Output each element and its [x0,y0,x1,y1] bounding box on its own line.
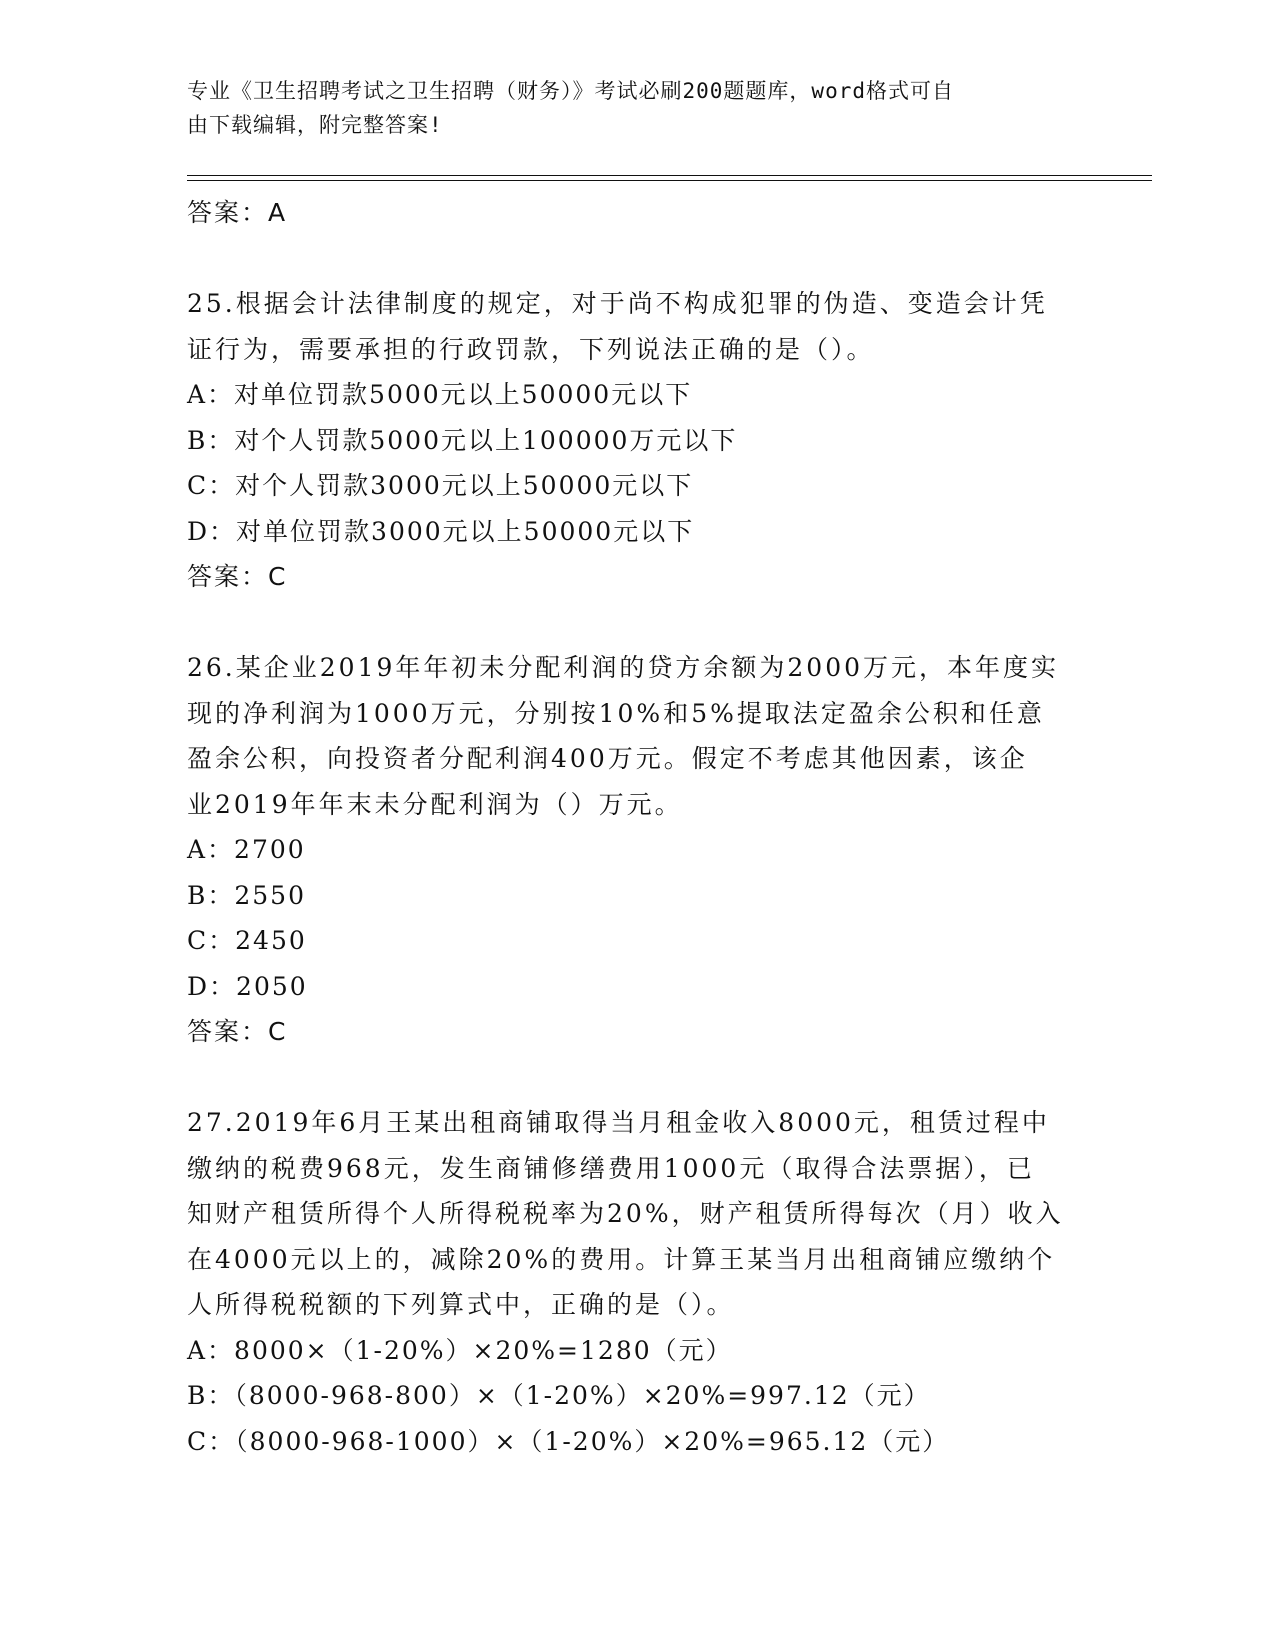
question-stem [187,645,1117,827]
stem-line: 在4000元以上的，减除20%的费用。计算王某当月出租商铺应缴纳个 [187,1244,1056,1274]
answer: 答案：C [187,1017,288,1046]
option-d: D：对单位罚款3000元以上50000元以下 [187,516,695,546]
question-27 [187,1100,1117,1464]
question-stem [187,281,1117,372]
header-divider-top [187,175,1152,176]
header-line-2: 由下载编辑，附完整答案! [187,113,443,137]
question-26 [187,645,1117,1055]
document-header [187,74,1067,142]
stem-line: 盈余公积，向投资者分配利润400万元。假定不考虑其他因素，该企 [187,744,1028,773]
option-b: B：（8000-968-800）×（1-20%）×20%=997.12（元） [187,1381,931,1410]
option-a: A：对单位罚款5000元以上50000元以下 [187,380,693,409]
option-c: C：对个人罚款3000元以上50000元以下 [187,471,694,500]
stem-line: 25.根据会计法律制度的规定，对于尚不构成犯罪的伪造、变造会计凭 [187,289,1048,318]
header-divider-bottom [187,180,1152,181]
question-stem [187,1100,1117,1328]
option-c: C：2450 [187,926,307,955]
question-25 [187,281,1117,600]
option-c: C：（8000-968-1000）×（1-20%）×20%=965.12（元） [187,1426,950,1456]
stem-line: 现的净利润为1000万元，分别按10%和5%提取法定盈余公积和任意 [187,698,1045,728]
stem-line: 27.2019年6月王某出租商铺取得当月租金收入8000元，租赁过程中 [187,1108,1050,1137]
option-b: B：2550 [187,880,306,910]
stem-line: 知财产租赁所得个人所得税税率为20%，财产租赁所得每次（月）收入 [187,1199,1064,1228]
stem-line: 缴纳的税费968元，发生商铺修缮费用1000元（取得合法票据），已 [187,1153,1035,1183]
stem-line: 人所得税税额的下列算式中，正确的是（）。 [187,1290,735,1319]
stem-line: 业2019年年末未分配利润为（）万元。 [187,789,683,819]
answer: 答案：C [187,562,288,591]
option-a: A：8000×（1-20%）×20%=1280（元） [187,1335,733,1365]
option-d: D：2050 [187,971,308,1001]
spacer [187,236,1117,282]
option-a: A：2700 [187,835,306,864]
option-b: B：对个人罚款5000元以上100000万元以下 [187,425,738,455]
spacer [187,600,1117,646]
spacer [187,1055,1117,1101]
stem-line: 证行为，需要承担的行政罚款，下列说法正确的是（）。 [187,334,875,364]
previous-answer: 答案：A [187,198,288,227]
document-body [187,190,1117,1464]
stem-line: 26.某企业2019年年初未分配利润的贷方余额为2000万元，本年度实 [187,653,1060,682]
header-line-1: 专业《卫生招聘考试之卫生招聘（财务）》考试必刷200题题库，word格式可自 [187,79,954,103]
